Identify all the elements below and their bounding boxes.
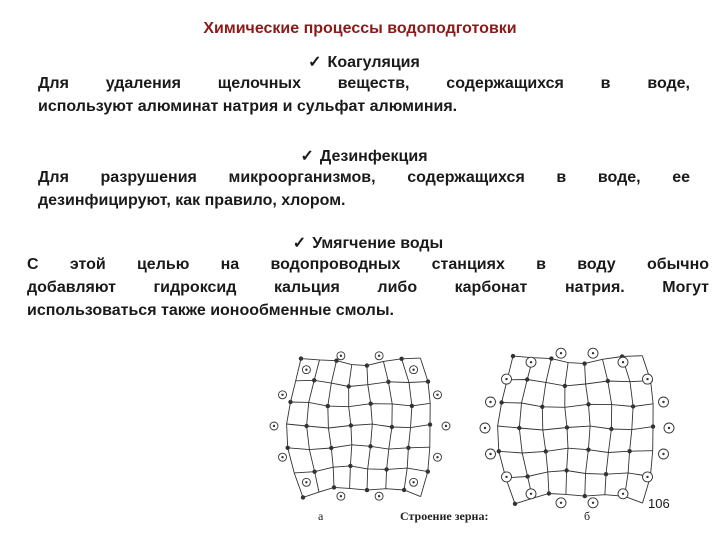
grain-crosslink-line: [402, 359, 412, 490]
grain-node: [390, 425, 394, 429]
counter-ion-dot: [340, 495, 342, 497]
counter-ion-dot: [340, 355, 342, 357]
grain-node: [549, 356, 553, 360]
grain-node: [497, 449, 501, 453]
paragraph-line: использоваться также ионообменные смолы.: [27, 302, 394, 319]
grain-node: [312, 470, 316, 474]
grain-node: [312, 378, 316, 382]
grain-crosslink-line: [287, 359, 303, 498]
grain-node: [349, 423, 353, 427]
section-coagulation: [38, 52, 690, 118]
slide-title: Химические процессы водоподготовки: [203, 20, 517, 37]
section-paragraph: [38, 166, 690, 212]
counter-ion-dot: [668, 427, 670, 429]
counter-ion-dot: [489, 401, 491, 403]
paragraph-line: Для разрушения микроорганизмов, содержащихся в воде, ее: [38, 169, 690, 186]
paragraph-line: используют алюминат натрия и сульфат алюминия.: [38, 98, 458, 115]
grain-node: [329, 446, 333, 450]
grain-chain-line: [291, 402, 431, 407]
paragraph-line: дезинфицируют, как правило, хлором.: [38, 192, 346, 209]
grain-chain-line: [502, 403, 653, 408]
counter-ion-dot: [505, 476, 507, 478]
grain-node: [583, 494, 587, 498]
figure-caption: Строение зерна:: [400, 509, 489, 523]
grain-node: [332, 485, 336, 489]
grain-node: [286, 446, 290, 450]
grain-node: [582, 361, 586, 365]
counter-ion-dot: [378, 355, 380, 357]
grain-node: [406, 446, 410, 450]
paragraph-line: добавляют гидроксид кальция либо карбонат натрия. Могут: [27, 279, 709, 296]
checkmark-icon: ✓: [308, 54, 322, 71]
grain-node: [606, 379, 610, 383]
counter-ion-dot: [505, 378, 507, 380]
counter-ion-dot: [622, 493, 624, 495]
counter-ion-dot: [592, 352, 594, 354]
paragraph-line: Для удаления щелочных веществ, содержащихся в воде,: [38, 75, 690, 92]
grain-node: [544, 449, 548, 453]
grain-node: [399, 357, 403, 361]
counter-ion-dot: [281, 456, 283, 458]
grain-node: [586, 448, 590, 452]
grain-node: [517, 426, 521, 430]
grain-node: [368, 444, 372, 448]
counter-ion-dot: [436, 456, 438, 458]
grain-crosslink-line: [622, 357, 633, 497]
grain-node: [631, 404, 635, 408]
grain-node: [563, 384, 567, 388]
grain-node: [540, 405, 544, 409]
grain-node: [511, 354, 515, 358]
grain-b-network: [480, 348, 674, 508]
grain-node: [426, 379, 430, 383]
grain-node: [369, 402, 373, 406]
counter-ion-dot: [489, 453, 491, 455]
counter-ion-dot: [412, 369, 414, 371]
grain-node: [604, 472, 608, 476]
grain-node: [410, 404, 414, 408]
grain-node: [326, 404, 330, 408]
grain-node: [609, 427, 613, 431]
grain-node: [627, 449, 631, 453]
counter-ion-dot: [560, 502, 562, 504]
grain-node: [428, 422, 432, 426]
grain-node: [525, 474, 529, 478]
grain-node: [525, 377, 529, 381]
section-heading: [38, 52, 690, 72]
grain-a-network: [270, 352, 450, 500]
counter-ion-dot: [445, 425, 447, 427]
counter-ion-dot: [281, 394, 283, 396]
counter-ion-dot: [530, 493, 532, 495]
grain-node: [426, 469, 430, 473]
grain-node: [402, 488, 406, 492]
resin-grain-structure-figure: [255, 338, 685, 538]
section-heading-text: Коагуляция: [327, 54, 420, 71]
checkmark-icon: ✓: [292, 235, 307, 252]
section-heading-text: Дезинфекция: [319, 148, 428, 165]
section-paragraph: [27, 253, 709, 322]
grain-crosslink-line: [420, 358, 430, 497]
counter-ion-dot: [273, 425, 275, 427]
resin-grain-diagram: [255, 338, 685, 538]
counter-ion-dot: [530, 361, 532, 363]
counter-ion-dot: [646, 476, 648, 478]
section-paragraph: [38, 72, 690, 118]
grain-node: [365, 363, 369, 367]
counter-ion-dot: [662, 401, 664, 403]
grain-node: [547, 491, 551, 495]
grain-node: [651, 424, 655, 428]
paragraph-line: С этой целью на водопроводных станциях в воду обычно: [27, 256, 709, 273]
counter-ion-dot: [305, 369, 307, 371]
grain-node: [347, 384, 351, 388]
section-heading-text: Умягчение воды: [312, 235, 444, 252]
counter-ion-dot: [622, 361, 624, 363]
grain-node: [564, 468, 568, 472]
grain-node: [365, 488, 369, 492]
figure-label-a: а: [318, 509, 324, 523]
counter-ion-dot: [305, 481, 307, 483]
section-heading: [27, 233, 709, 253]
grain-node: [301, 495, 305, 499]
counter-ion-dot: [436, 394, 438, 396]
counter-ion-dot: [662, 453, 664, 455]
counter-ion-dot: [592, 502, 594, 504]
grain-node: [565, 425, 569, 429]
counter-ion-dot: [646, 378, 648, 380]
grain-node: [299, 356, 303, 360]
grain-node: [348, 464, 352, 468]
counter-ion-dot: [484, 427, 486, 429]
grain-node: [586, 402, 590, 406]
grain-node: [386, 380, 390, 384]
section-heading: [38, 146, 690, 166]
grain-node: [384, 467, 388, 471]
grain-node: [513, 502, 517, 506]
section-disinfection: [38, 146, 690, 212]
checkmark-icon: ✓: [300, 148, 314, 165]
counter-ion-dot: [412, 481, 414, 483]
counter-ion-dot: [560, 352, 562, 354]
counter-ion-dot: [378, 495, 380, 497]
section-softening: [27, 233, 709, 322]
page-number: 106: [648, 496, 670, 511]
grain-node: [499, 400, 503, 404]
grain-node: [288, 400, 292, 404]
grain-node: [304, 424, 308, 428]
figure-label-b: б: [584, 509, 591, 523]
